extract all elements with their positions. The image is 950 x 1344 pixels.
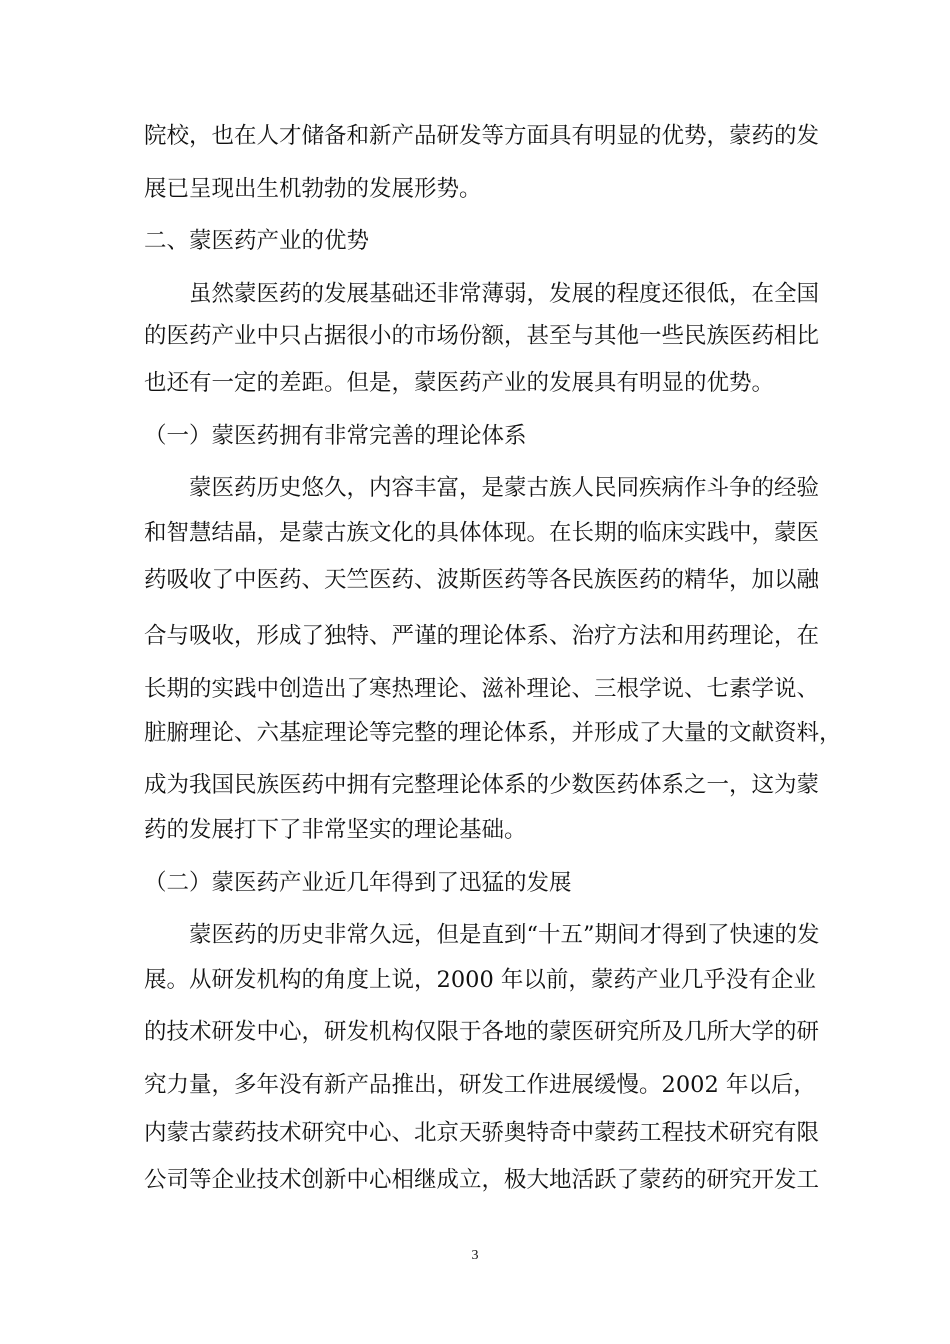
paragraph-4-line-2: 展。从研发机构的角度上说，2000 年以前，蒙药产业几乎没有企业 (144, 967, 816, 993)
paragraph-2-line-1: 虽然蒙医药的发展基础还非常薄弱，发展的程度还很低，在全国 (189, 281, 820, 307)
subheading-2: （二）蒙医药产业近几年得到了迅猛的发展 (144, 870, 572, 896)
paragraph-2-line-2: 的医药产业中只占据很小的市场份额，甚至与其他一些民族医药相比 (144, 323, 820, 349)
paragraph-1-line-1: 院校，也在人才储备和新产品研发等方面具有明显的优势，蒙药的发 (144, 123, 820, 149)
paragraph-3-line-6: 脏腑理论、六基症理论等完整的理论体系，并形成了大量的文献资料， (144, 720, 842, 746)
paragraph-3-line-5: 长期的实践中创造出了寒热理论、滋补理论、三根学说、七素学说、 (144, 676, 820, 702)
paragraph-3-line-3: 药吸收了中医药、天竺医药、波斯医药等各民族医药的精华，加以融 (144, 567, 820, 593)
paragraph-4-line-3: 的技术研发中心，研发机构仅限于各地的蒙医研究所及几所大学的研 (144, 1019, 820, 1045)
paragraph-4-line-1: 蒙医药的历史非常久远，但是直到“十五”期间才得到了快速的发 (189, 922, 820, 948)
paragraph-3-line-4: 合与吸收，形成了独特、严谨的理论体系、治疗方法和用药理论，在 (144, 623, 820, 649)
paragraph-4-line-6: 公司等企业技术创新中心相继成立，极大地活跃了蒙药的研究开发工 (144, 1167, 820, 1193)
subheading-1: （一）蒙医药拥有非常完善的理论体系 (144, 423, 527, 449)
paragraph-4-line-4: 究力量，多年没有新产品推出，研发工作进展缓慢。2002 年以后， (144, 1072, 816, 1098)
section-heading-2: 二、蒙医药产业的优势 (144, 228, 370, 254)
paragraph-1-line-2: 展已呈现出生机勃勃的发展形势。 (144, 176, 482, 202)
page-number: 3 (471, 1248, 479, 1263)
paragraph-3-line-8: 药的发展打下了非常坚实的理论基础。 (144, 817, 527, 843)
paragraph-3-line-1: 蒙医药历史悠久，内容丰富，是蒙古族人民同疾病作斗争的经验 (189, 475, 820, 501)
paragraph-4-line-5: 内蒙古蒙药技术研究中心、北京天骄奥特奇中蒙药工程技术研究有限 (144, 1120, 820, 1146)
paragraph-3-line-2: 和智慧结晶，是蒙古族文化的具体体现。在长期的临床实践中，蒙医 (144, 520, 820, 546)
paragraph-3-line-7: 成为我国民族医药中拥有完整理论体系的少数医药体系之一，这为蒙 (144, 772, 820, 798)
paragraph-2-line-3: 也还有一定的差距。但是，蒙医药产业的发展具有明显的优势。 (144, 370, 775, 396)
